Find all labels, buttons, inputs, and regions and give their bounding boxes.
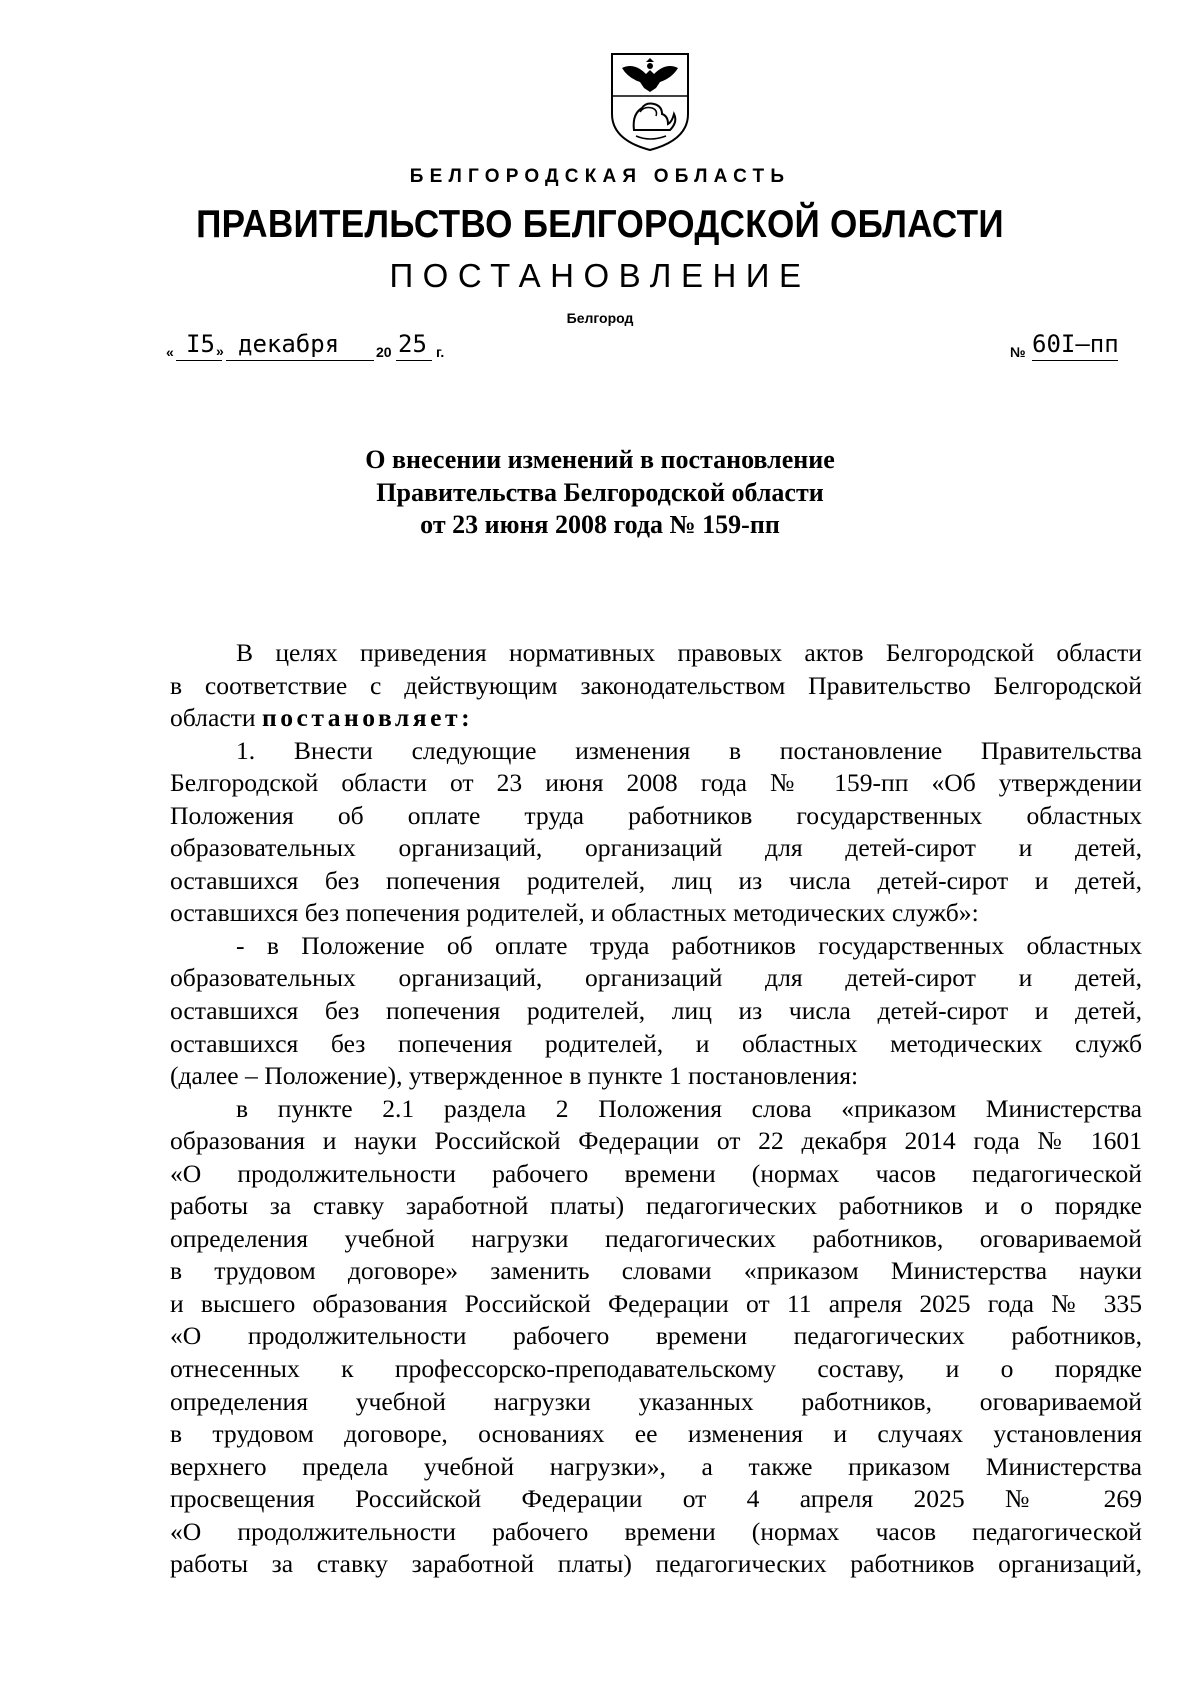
body-line: В целях приведения нормативных правовых актов Белгородской области: [236, 638, 1142, 667]
body-line: образовательных организаций, организаций для детей-сирот и детей,: [170, 833, 1142, 863]
document-type: ПОСТАНОВЛЕНИЕ: [389, 257, 811, 294]
body-line: определения учебной нагрузки указанных работников, оговариваемой: [170, 1386, 1142, 1416]
date-year-mark: г.: [436, 344, 445, 360]
date-close-quote: »: [216, 343, 224, 359]
body-line: работы за ставку заработной платы) педагогических работников организаций,: [170, 1549, 1142, 1579]
body-line: работы за ставку заработной платы) педагогических работников и о порядке: [170, 1191, 1142, 1221]
date-day: I5: [186, 330, 215, 358]
body-line: «О продолжительности рабочего времени педагогических работников,: [170, 1321, 1142, 1351]
government-name: ПРАВИТЕЛЬСТВО БЕЛГОРОДСКОЙ ОБЛАСТИ: [196, 203, 1004, 246]
title-line: от 23 июня 2008 года № 159-пп: [420, 510, 780, 539]
body-line: образовательных организаций, организаций для детей-сирот и детей,: [170, 963, 1142, 993]
body-line: оставшихся без попечения родителей, и областных методических служб: [170, 1028, 1142, 1058]
body-line: 1. Внести следующие изменения в постановление Правительства: [236, 735, 1142, 765]
number-field: [1032, 330, 1118, 361]
body-line: и высшего образования Российской Федерации от 11 апреля 2025 года № 335: [170, 1288, 1142, 1318]
title-line: О внесении изменений в постановление: [365, 445, 835, 474]
body-line: оставшихся без попечения родителей, лиц из числа детей-сирот и детей,: [170, 865, 1142, 895]
number-prefix: №: [1010, 344, 1026, 360]
body-line: определения учебной нагрузки педагогических работников, оговариваемой: [170, 1223, 1142, 1253]
body-line: Белгородской области от 23 июня 2008 года № 159-пп «Об утверждении: [170, 768, 1142, 798]
body-line: отнесенных к профессорско-преподавательскому составу, и о порядке: [170, 1354, 1142, 1384]
body-line: оставшихся без попечения родителей, и областных методических служб»:: [170, 898, 979, 928]
body-line: в пункте 2.1 раздела 2 Положения слова «приказом Министерства: [236, 1093, 1142, 1123]
body-line: Положения об оплате труда работников государственных областных: [170, 800, 1142, 830]
date-month: декабря: [238, 330, 340, 358]
coat-of-arms-emblem: [606, 52, 694, 152]
date-year-prefix: 20: [376, 344, 392, 360]
body-line: [170, 702, 1142, 735]
document-title: [0, 444, 1200, 542]
body-line: образования и науки Российской Федерации от 22 декабря 2014 года № 1601: [170, 1126, 1142, 1156]
date-year: 25: [398, 330, 427, 358]
body-line: - в Положение об оплате труда работников государственных областных: [236, 930, 1142, 960]
document-body: [170, 637, 1142, 1581]
body-line: в трудовом договоре» заменить словами «приказом Министерства науки: [170, 1256, 1142, 1286]
body-line: в трудовом договоре, основаниях ее изменения и случаях установления: [170, 1419, 1142, 1449]
body-line: оставшихся без попечения родителей, лиц из числа детей-сирот и детей,: [170, 996, 1142, 1026]
decree-number-line: [988, 330, 1118, 364]
region-name: БЕЛГОРОДСКАЯ ОБЛАСТЬ: [409, 166, 791, 187]
date-year-field: [396, 330, 432, 361]
body-line: (далее – Положение), утвержденное в пункте 1 постановления:: [170, 1061, 859, 1091]
body-line: просвещения Российской Федерации от 4 апреля 2025 № 269: [170, 1484, 1142, 1514]
body-line: в соответствие с действующим законодательством Правительство Белгородской: [170, 670, 1142, 700]
body-line: «О продолжительности рабочего времени (нормах часов педагогической: [170, 1158, 1142, 1188]
body-line: «О продолжительности рабочего времени (нормах часов педагогической: [170, 1516, 1142, 1546]
body-text: области: [170, 703, 262, 733]
decree-number: 60I–пп: [1032, 330, 1119, 358]
city-name: Белгород: [566, 310, 634, 326]
date-open-quote: «: [166, 344, 174, 360]
date-month-field: [226, 330, 374, 361]
title-line: Правительства Белгородской области: [376, 477, 824, 507]
body-line: верхнего предела учебной нагрузки», а также приказом Министерства: [170, 1451, 1142, 1481]
resolves-word: постановляет:: [261, 703, 474, 733]
